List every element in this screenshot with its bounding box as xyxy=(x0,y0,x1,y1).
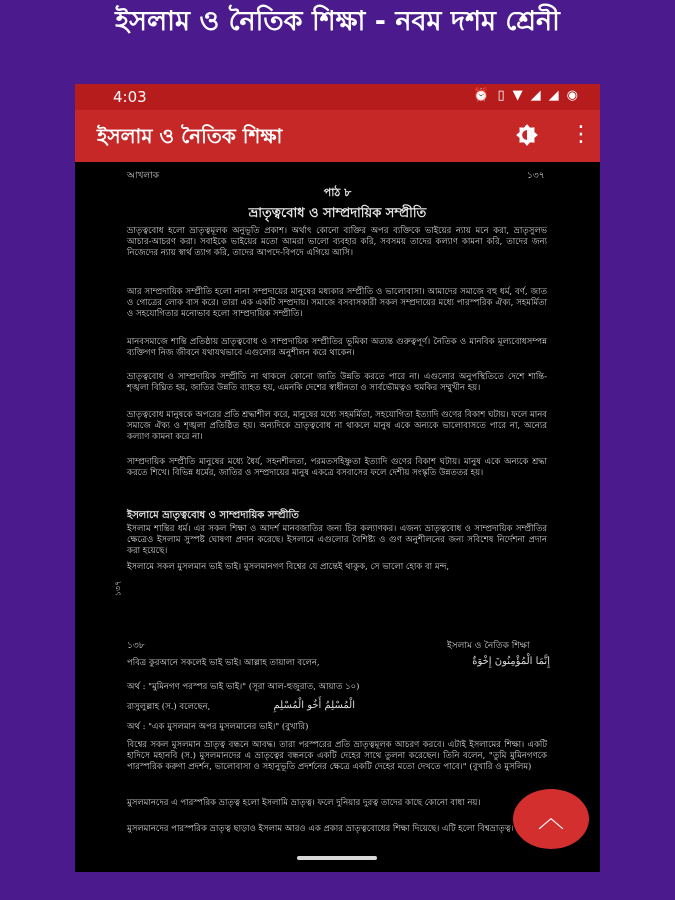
app-bar xyxy=(75,110,600,162)
page2-paragraph: বিশ্বের সকল মুসলমান ভ্রাতৃত্ব বন্ধনে আবদ্ধ। তারা পরস্পরের প্রতি ভ্রাতৃত্বমূলক আচরণ করবে। এটাই ইসলামের শিক্ষা। একটি হাদিসে মহানবি (স.) মুসলমানদের এ ভ্রাতৃত্বের বন্ধনকে একটি দেহের সাথে তুলনা করেছেন। তিনি বলেন, "তুমি মুমিনগণকে পারস্পরিক করুণা প্রদর্শন, ভালোবাসা ও সহানুভূতি প্রদর্শনের ক্ষেত্রে একটি দেহের মতো দেখতে পাবে।" (বুখারি ও মুসলিম) xyxy=(127,740,547,772)
page2-line: রাসুলুল্লাহ (স.) বলেছেন, xyxy=(127,702,211,712)
signal-icon-2: ◢ xyxy=(548,88,559,103)
paragraph: ভ্রাতৃত্ববোধ ও সাম্প্রদায়িক সম্প্রীতি না থাকলে কোনো জাতি উন্নতি করতে পারে না। এগুলোর অনুপস্থিতিতে দেশে শান্তি-শৃঙ্খলা বিঘ্নিত হয়, জাতির উন্নতি ব্যাহত হয়, এমনকি দেশের স্বাধীনতা ও সার্বভৌমত্বও হুমকির সম্মুখীন হয়। xyxy=(127,372,547,393)
subheading: ইসলামে ভ্রাতৃত্ববোধ ও সাম্প্রদায়িক সম্প্রীতি xyxy=(127,510,299,521)
paragraph: সাম্প্রদায়িক সম্প্রীতি মানুষের মধ্যে ধৈর্য, সহনশীলতা, পরমতসহিষ্ণুতা ইত্যাদি গুণের বিকাশ ঘটায়। মানুষ একে অন্যকে শ্রদ্ধা করতে শিখে। বিভিন্ন ধর্মের, জাতির ও সম্প্রদায়ের মানুষ একত্রে বসবাসের ফলে দেশীয় সংস্কৃতি উন্নততর হয়। xyxy=(127,457,547,478)
side-page-number: ১৩৭ xyxy=(113,580,123,597)
chevron-up-icon: ︿ xyxy=(537,804,564,834)
phone-screen xyxy=(75,84,600,872)
page-header-right: ১৩৭ xyxy=(527,171,545,181)
page2-line: অর্থ : "এক মুসলমান অপর মুসলমানের ভাই।" (বুখারি) xyxy=(127,722,309,732)
page2-paragraph: মুসলমানদের পারস্পরিক ভ্রাতৃত্ব ছাড়াও ইসলাম আরও এক প্রকার ভ্রাতৃত্ববোধের শিক্ষা দিয়েছে। এটি হলো বিশ্বভ্রাতৃত্ব। xyxy=(127,824,514,834)
page2-header-right: ইসলাম ও নৈতিক শিক্ষা xyxy=(447,641,530,651)
more-vert-icon[interactable]: ⋮ xyxy=(570,122,592,147)
arabic-verse: إِنَّمَا الْمُؤْمِنُونَ إِخْوَةٌ xyxy=(472,656,550,667)
arabic-hadith: الْمُسْلِمُ أَخُو الْمُسْلِمِ xyxy=(273,700,355,711)
book-page xyxy=(75,162,600,872)
promo-title: ইসলাম ও নৈতিক শিক্ষা - নবম দশম শ্রেনী xyxy=(115,6,560,37)
app-title: ইসলাম ও নৈতিক শিক্ষা xyxy=(97,124,283,148)
paragraph: ভ্রাতৃত্ববোধ হলো ভ্রাতৃত্বমূলক অনুভূতি প্রকাশ। অর্থাৎ কোনো ব্যক্তির অপর ব্যক্তিকে ভাইয়ের ন্যায় মনে করা, ভ্রাতৃসুলভ আচার-আচরণ করা। সবাইকে ভাইয়ের মতো আমরা ভালো ব্যবহার করি, সবসময় তাদের কল্যাণ কামনা করি, তাদের জন্য নিজেদের ন্যায় স্বার্থ ত্যাগ করি, তাদের আপদে-বিপদে এগিয়ে আসি। xyxy=(127,226,547,258)
alarm-icon: ⏰ xyxy=(473,88,490,103)
brightness-icon[interactable] xyxy=(514,122,540,148)
vibrate-icon: ▯ xyxy=(497,88,505,103)
page2-paragraph: মুসলমানদের এ পারস্পরিক ভ্রাতৃত্ব হলো ইসলামি ভ্রাতৃত্ব। ফলে দুনিয়ার দুরত্ব তাদের কাছে কোনো বাধা নয়। xyxy=(127,798,481,808)
signal-icon: ◢ xyxy=(530,88,541,103)
lesson-title: ভ্রাতৃত্ববোধ ও সাম্প্রদায়িক সম্প্রীতি xyxy=(248,206,427,221)
status-bar xyxy=(75,84,600,110)
scroll-up-button[interactable] xyxy=(513,789,589,849)
page2-line: অর্থ : "মুমিনগণ পরস্পর ভাই ভাই।" (সূরা আল-হুজুরাত, আয়াত ১০) xyxy=(127,682,360,692)
paragraph: ইসলামে সকল মুসলমান ভাই ভাই। মুসলমানগণ বিশ্বের যে প্রান্তেই থাকুক, সে ভালো হোক বা মন্দ, xyxy=(127,562,450,572)
battery-icon: ◉ xyxy=(566,88,578,103)
status-time: 4:03 xyxy=(113,88,147,106)
paragraph: ভ্রাতৃত্ববোধ মানুষকে অপরের প্রতি শ্রদ্ধাশীল করে, মানুষের মধ্যে সহমর্মিতা, সহযোগিতা ইত্যাদি গুণের বিকাশ ঘটায়। ফলে মানব সমাজে ঐক্য ও শৃঙ্খলা প্রতিষ্ঠিত হয়। অন্যদিকে ভ্রাতৃত্ববোধ না থাকলে মানুষ একে অন্যকে ভালোবাসতে পারে না, অন্যের কল্যাণ কামনা করে না। xyxy=(127,410,547,442)
paragraph: মানবসমাজে শান্তি প্রতিষ্ঠায় ভ্রাতৃত্ববোধ ও সাম্প্রদায়িক সম্প্রীতির ভূমিকা অত্যন্ত গুরুত্বপূর্ণ। নৈতিক ও মানবিক মূল্যবোধসম্পন্ন ব্যক্তিগণ নিজ জীবনে যথাযথভাবে এগুলোর অনুশীলন করে থাকেন। xyxy=(127,337,547,358)
page2-header-left: ১৩৮ xyxy=(127,641,145,651)
gesture-nav-bar[interactable] xyxy=(297,856,377,860)
lesson-number: পাঠ ৮ xyxy=(323,186,352,199)
page-header-left: আখলাক xyxy=(127,171,160,181)
status-icons xyxy=(473,88,578,103)
paragraph: ইসলাম শান্তির ধর্ম। এর সকল শিক্ষা ও আদর্শ মানবজাতির জন্য চির কল্যাণকর। এজন্য ভ্রাতৃত্ববোধ ও সাম্প্রদায়িক সম্প্রীতির ক্ষেত্রেও ইসলাম সুস্পষ্ট ঘোষণা প্রদান করেছে। ইসলামে এগুলোর বৈশিষ্ট্য ও গুণ অনুশীলনের জন্য সবিশেষ নির্দেশনা প্রদান করা হয়েছে। xyxy=(127,524,547,556)
wifi-icon: ▼ xyxy=(512,88,523,103)
paragraph: আর সাম্প্রদায়িক সম্প্রীতি হলো নানা সম্প্রদায়ের মানুষের মধ্যকার সম্প্রীতি ও ভালোবাসা। আমাদের সমাজে বহু ধর্ম, বর্ণ, জাত ও গোত্রের লোক বাস করে। তারা এক একটি সম্প্রদায়। সমাজে বসবাসকারী সকল সম্প্রদায়ের মধ্যে পারস্পরিক ঐক্য, সহমর্মিতা ও সহযোগিতার মনোভাব হলো সাম্প্রদায়িক সম্প্রীতি। xyxy=(127,287,547,319)
page2-line: পবিত্র কুরআনে সকলেই ভাই ভাই। আল্লাহ তায়ালা বলেন, xyxy=(127,658,320,668)
